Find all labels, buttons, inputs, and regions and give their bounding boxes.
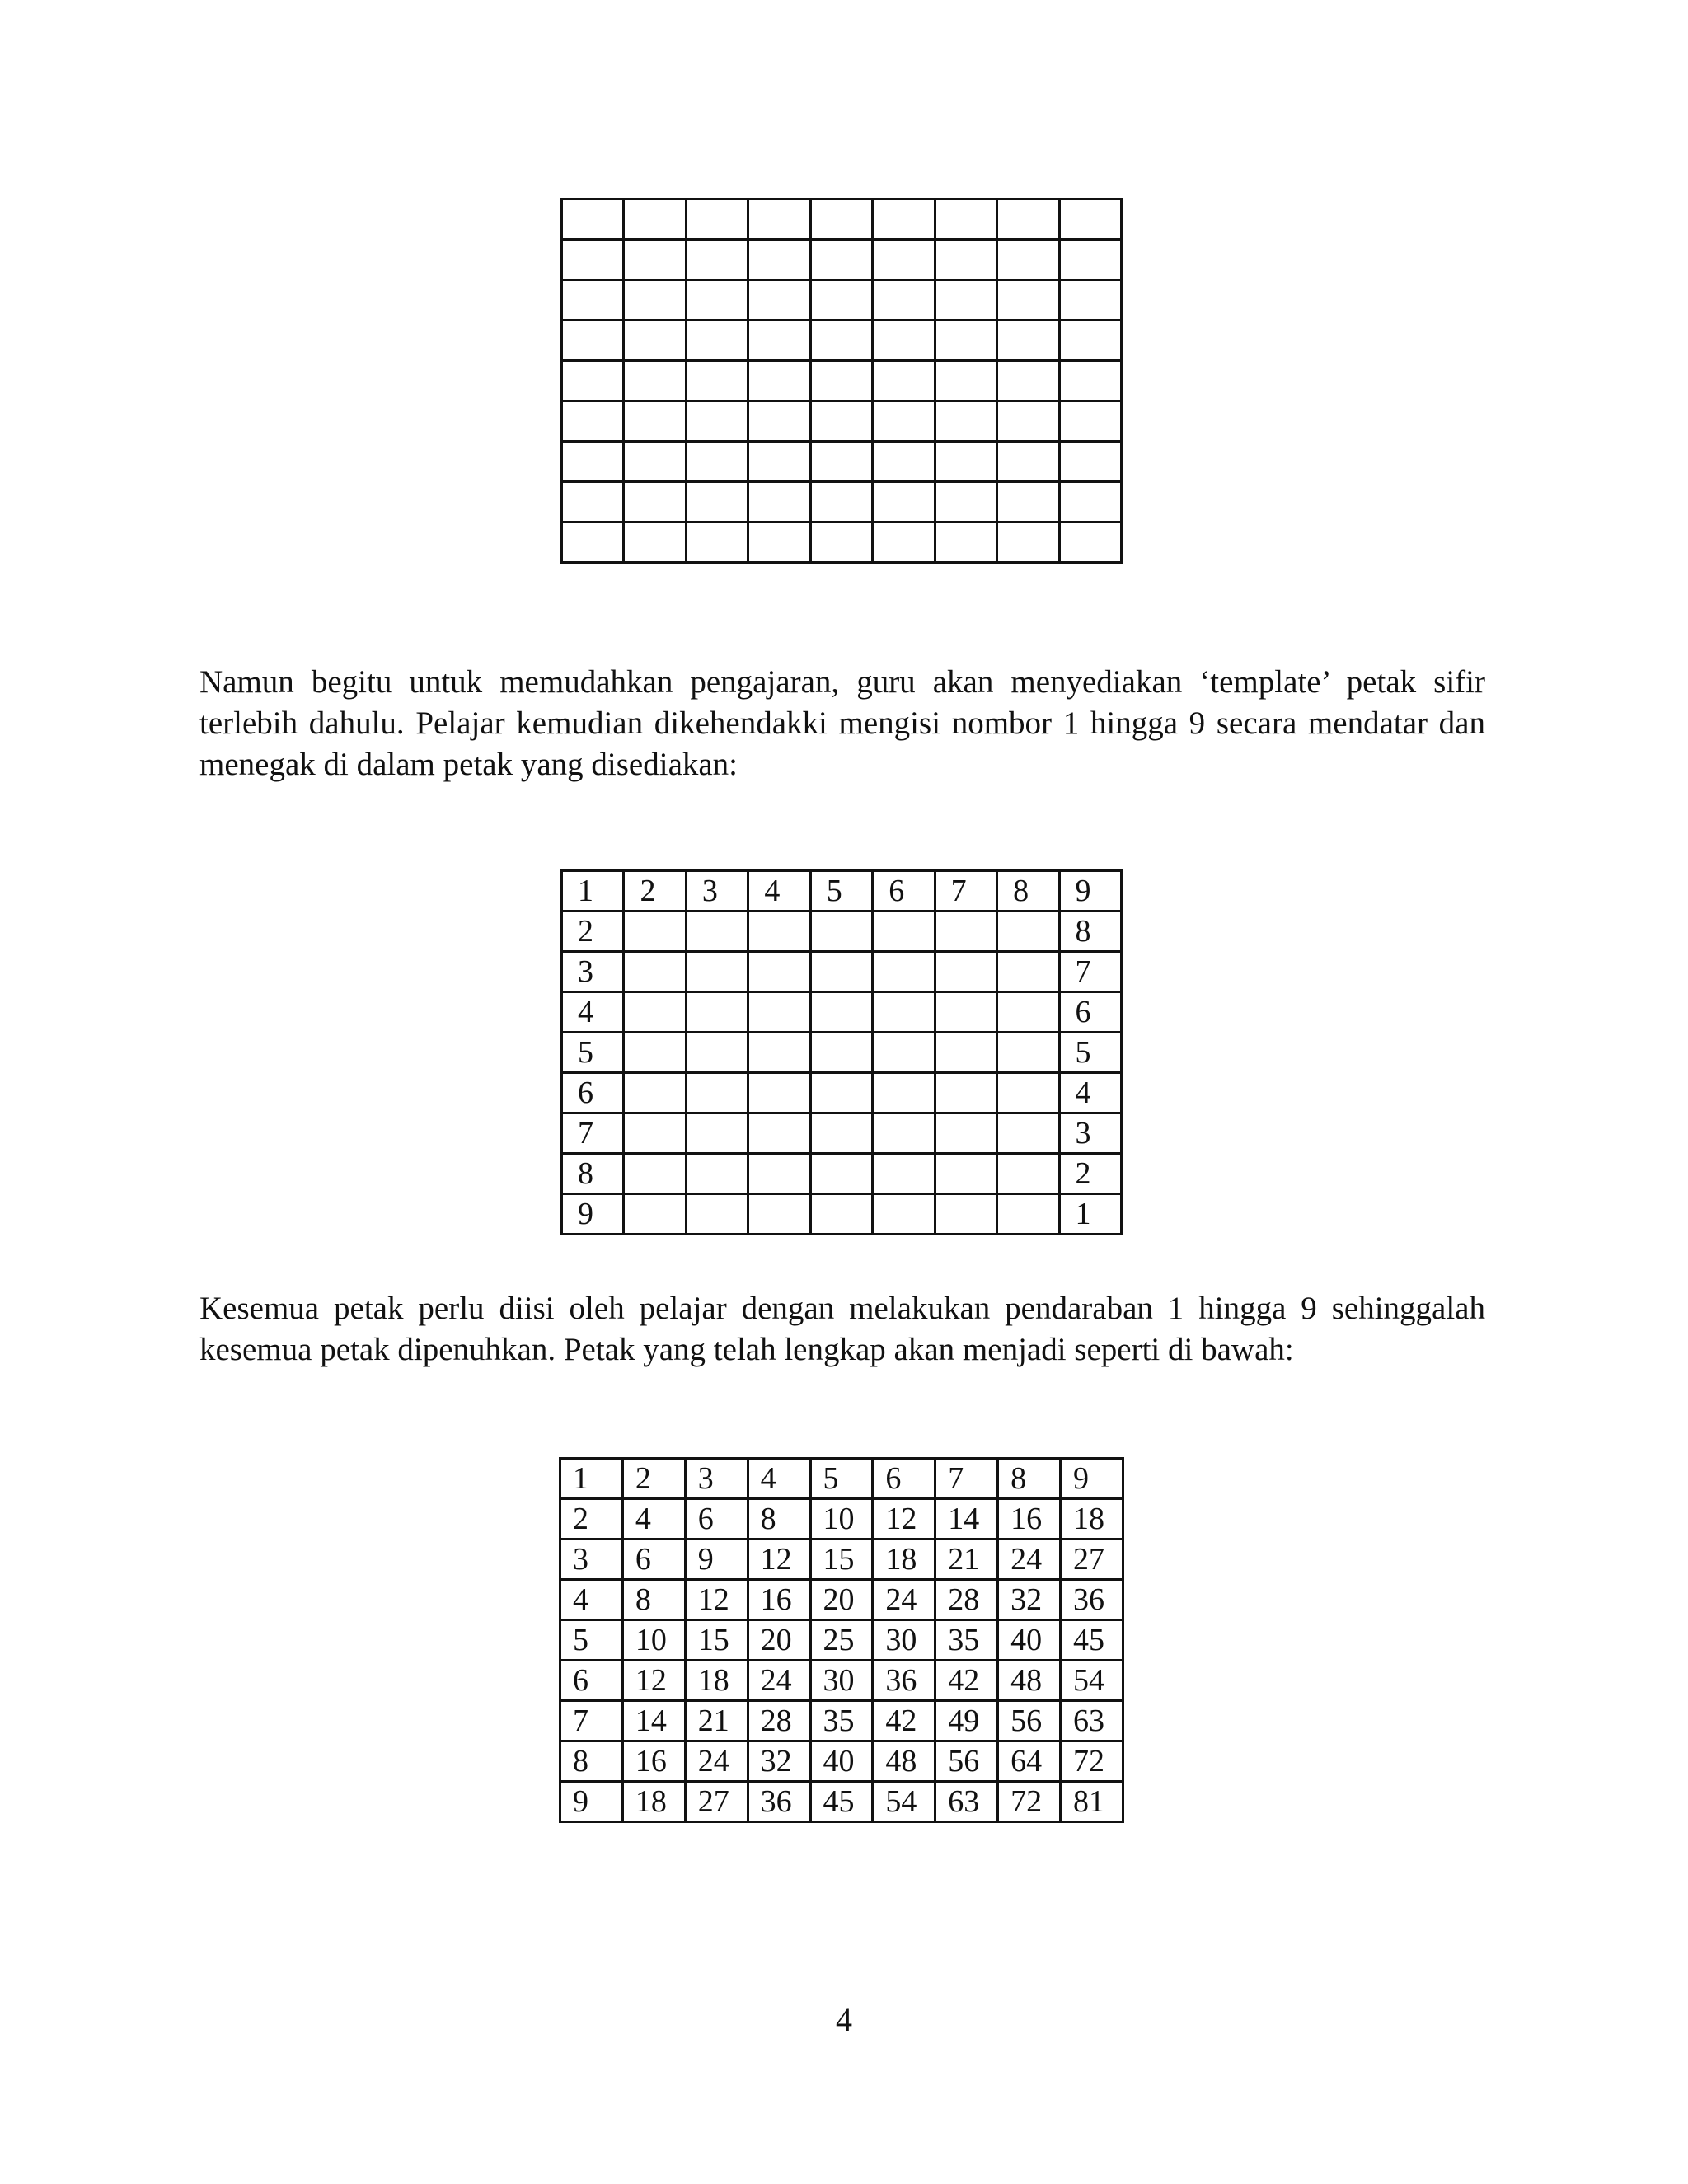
grid-cell — [935, 199, 996, 240]
grid-row — [560, 1661, 1123, 1701]
grid-cell — [935, 523, 996, 563]
grid-cell: 4 — [622, 1499, 685, 1540]
grid-cell — [1059, 401, 1122, 442]
grid-cell — [997, 1154, 1059, 1194]
grid-cell — [935, 1194, 996, 1235]
grid-cell — [624, 1033, 686, 1073]
grid-cell — [873, 442, 935, 482]
grid-cell: 27 — [685, 1782, 748, 1822]
grid-cell: 12 — [748, 1540, 810, 1580]
grid-cell — [748, 321, 810, 361]
grid-cell — [1059, 240, 1122, 280]
grid-row — [562, 280, 1122, 321]
paragraph-template-instructions: Namun begitu untuk memudahkan pengajaran, guru akan menyediakan ‘template’ petak sifir terlebih dahulu. Pelajar kemudian dikehendakki mengisi nombor 1 hingga 9 secara mendatar dan menegak di dalam petak yang disediakan: — [199, 664, 1485, 782]
grid-cell — [748, 1194, 810, 1235]
grid-cell — [686, 912, 748, 952]
grid-cell: 8 — [748, 1499, 810, 1540]
grid-cell — [935, 401, 996, 442]
grid-cell: 6 — [873, 1459, 935, 1499]
grid-cell — [873, 240, 935, 280]
grid-cell — [686, 199, 748, 240]
grid-cell — [1059, 199, 1122, 240]
grid-cell — [624, 1154, 686, 1194]
grid-cell: 16 — [748, 1580, 810, 1620]
grid-cell — [1059, 361, 1122, 401]
grid-cell — [810, 361, 872, 401]
grid-cell — [810, 992, 872, 1033]
grid-cell — [873, 361, 935, 401]
grid-cell — [624, 1194, 686, 1235]
grid-cell — [686, 523, 748, 563]
grid-cell — [810, 1073, 872, 1113]
grid-cell: 3 — [560, 1540, 623, 1580]
grid-cell — [686, 442, 748, 482]
grid-cell: 4 — [1059, 1073, 1122, 1113]
grid-cell: 6 — [562, 1073, 624, 1113]
grid-cell — [686, 240, 748, 280]
grid-cell — [873, 401, 935, 442]
grid-cell — [624, 240, 686, 280]
grid-cell: 4 — [748, 1459, 810, 1499]
grid-cell: 24 — [685, 1741, 748, 1782]
grid-cell: 21 — [685, 1701, 748, 1741]
grid-cell — [748, 401, 810, 442]
grid-cell — [1059, 523, 1122, 563]
grid-cell: 24 — [873, 1580, 935, 1620]
grid-cell — [624, 321, 686, 361]
grid-cell: 10 — [622, 1620, 685, 1661]
grid-row — [562, 1194, 1122, 1235]
grid-cell: 8 — [562, 1154, 624, 1194]
grid-cell: 6 — [622, 1540, 685, 1580]
grid-cell — [562, 442, 624, 482]
grid-cell: 4 — [562, 992, 624, 1033]
grid-cell: 81 — [1061, 1782, 1123, 1822]
grid-cell — [935, 482, 996, 523]
grid-cell — [810, 482, 872, 523]
grid-cell — [935, 912, 996, 952]
grid-cell — [873, 1033, 935, 1073]
grid-cell: 54 — [1061, 1661, 1123, 1701]
grid-row — [562, 1073, 1122, 1113]
grid-cell — [624, 912, 686, 952]
grid-cell: 54 — [873, 1782, 935, 1822]
grid-cell — [624, 952, 686, 992]
grid-cell: 16 — [622, 1741, 685, 1782]
grid-cell: 56 — [998, 1701, 1061, 1741]
grid-cell — [748, 1073, 810, 1113]
grid-cell: 9 — [685, 1540, 748, 1580]
grid-cell: 6 — [873, 871, 935, 912]
grid-cell: 9 — [562, 1194, 624, 1235]
grid-cell — [748, 992, 810, 1033]
grid-cell: 45 — [1061, 1620, 1123, 1661]
grid-cell — [748, 1033, 810, 1073]
grid-cell — [562, 361, 624, 401]
grid-cell: 48 — [873, 1741, 935, 1782]
grid-cell — [997, 442, 1059, 482]
grid-row — [560, 1580, 1123, 1620]
grid-cell: 45 — [810, 1782, 873, 1822]
grid-cell — [935, 361, 996, 401]
grid-cell — [686, 482, 748, 523]
grid-cell — [748, 1113, 810, 1154]
grid-cell: 20 — [810, 1580, 873, 1620]
grid-cell — [748, 280, 810, 321]
grid-cell: 5 — [562, 1033, 624, 1073]
grid-cell — [562, 482, 624, 523]
grid-row — [562, 912, 1122, 952]
grid-cell: 35 — [810, 1701, 873, 1741]
grid-cell — [748, 523, 810, 563]
grid-cell: 25 — [810, 1620, 873, 1661]
grid-cell — [997, 1073, 1059, 1113]
grid-row — [560, 1701, 1123, 1741]
grid-cell — [686, 361, 748, 401]
grid-cell: 1 — [1059, 1194, 1122, 1235]
grid-cell — [562, 240, 624, 280]
grid-cell — [624, 1113, 686, 1154]
grid-cell — [686, 1194, 748, 1235]
grid-cell — [997, 523, 1059, 563]
grid-cell — [624, 1073, 686, 1113]
grid-cell: 4 — [748, 871, 810, 912]
grid-cell: 7 — [562, 1113, 624, 1154]
grid-cell: 36 — [873, 1661, 935, 1701]
grid-row — [562, 361, 1122, 401]
grid-cell — [810, 442, 872, 482]
grid-cell: 12 — [873, 1499, 935, 1540]
grid-cell — [997, 1033, 1059, 1073]
grid-cell: 18 — [622, 1782, 685, 1822]
grid-cell — [562, 401, 624, 442]
grid-cell: 63 — [1061, 1701, 1123, 1741]
grid-cell — [810, 321, 872, 361]
grid-row — [562, 199, 1122, 240]
grid-cell — [997, 240, 1059, 280]
grid-cell — [810, 401, 872, 442]
grid-cell — [873, 321, 935, 361]
grid-cell: 27 — [1061, 1540, 1123, 1580]
grid-cell — [997, 401, 1059, 442]
grid-cell — [748, 442, 810, 482]
grid-row — [562, 442, 1122, 482]
grid-row — [562, 321, 1122, 361]
grid-cell: 2 — [624, 871, 686, 912]
grid-cell: 3 — [562, 952, 624, 992]
grid-cell — [562, 199, 624, 240]
grid-cell — [873, 523, 935, 563]
grid-row — [562, 240, 1122, 280]
grid-cell: 28 — [935, 1580, 998, 1620]
grid-cell: 28 — [748, 1701, 810, 1741]
grid-cell — [748, 482, 810, 523]
grid-cell: 40 — [998, 1620, 1061, 1661]
grid-cell: 1 — [560, 1459, 623, 1499]
grid-cell: 42 — [935, 1661, 998, 1701]
grid-cell: 9 — [560, 1782, 623, 1822]
grid-cell: 3 — [686, 871, 748, 912]
grid-cell — [873, 992, 935, 1033]
grid-cell — [935, 442, 996, 482]
grid-cell — [562, 321, 624, 361]
grid-cell: 7 — [1059, 952, 1122, 992]
grid-cell: 48 — [998, 1661, 1061, 1701]
grid-cell: 24 — [998, 1540, 1061, 1580]
grid-cell: 9 — [1061, 1459, 1123, 1499]
grid-cell — [748, 199, 810, 240]
grid-cell: 2 — [562, 912, 624, 952]
grid-row — [560, 1459, 1123, 1499]
grid-cell — [562, 523, 624, 563]
grid-cell — [624, 523, 686, 563]
grid-cell — [624, 361, 686, 401]
grid-cell — [624, 199, 686, 240]
grid-row — [562, 1033, 1122, 1073]
grid-cell — [997, 361, 1059, 401]
grid-cell — [624, 992, 686, 1033]
grid-cell — [686, 280, 748, 321]
grid-cell — [935, 952, 996, 992]
grid-cell — [873, 912, 935, 952]
grid-cell: 8 — [1059, 912, 1122, 952]
grid-cell — [997, 1194, 1059, 1235]
grid-cell — [997, 199, 1059, 240]
grid-cell — [873, 482, 935, 523]
grid-cell: 8 — [998, 1459, 1061, 1499]
grid-cell: 6 — [1059, 992, 1122, 1033]
grid-cell — [624, 482, 686, 523]
grid-cell: 16 — [998, 1499, 1061, 1540]
grid-cell — [997, 1113, 1059, 1154]
frame-multiplication-grid — [560, 869, 1123, 1235]
grid-cell — [810, 1194, 872, 1235]
grid-cell: 2 — [1059, 1154, 1122, 1194]
grid-cell: 2 — [560, 1499, 623, 1540]
grid-cell: 15 — [810, 1540, 873, 1580]
grid-cell: 2 — [622, 1459, 685, 1499]
grid-row — [560, 1741, 1123, 1782]
grid-cell: 6 — [560, 1661, 623, 1701]
grid-cell — [873, 199, 935, 240]
grid-cell — [1059, 321, 1122, 361]
grid-cell — [810, 912, 872, 952]
grid-cell — [873, 1073, 935, 1113]
grid-row — [562, 952, 1122, 992]
grid-cell — [1059, 482, 1122, 523]
grid-cell: 5 — [560, 1620, 623, 1661]
grid-cell — [997, 321, 1059, 361]
grid-cell: 36 — [1061, 1580, 1123, 1620]
grid-row — [562, 992, 1122, 1033]
grid-cell — [686, 992, 748, 1033]
grid-cell — [873, 1194, 935, 1235]
grid-cell — [997, 912, 1059, 952]
grid-cell: 9 — [1059, 871, 1122, 912]
grid-cell — [997, 280, 1059, 321]
grid-cell: 7 — [935, 1459, 998, 1499]
grid-cell: 14 — [935, 1499, 998, 1540]
grid-cell: 40 — [810, 1741, 873, 1782]
grid-cell: 24 — [748, 1661, 810, 1701]
grid-cell — [935, 280, 996, 321]
grid-cell — [873, 952, 935, 992]
grid-cell: 36 — [748, 1782, 810, 1822]
grid-cell — [935, 1154, 996, 1194]
grid-cell — [686, 321, 748, 361]
grid-cell — [935, 321, 996, 361]
grid-cell — [810, 1113, 872, 1154]
grid-cell — [686, 1033, 748, 1073]
grid-cell — [935, 1073, 996, 1113]
grid-cell — [810, 952, 872, 992]
grid-row — [562, 523, 1122, 563]
blank-multiplication-grid — [560, 198, 1123, 564]
grid-cell — [810, 1033, 872, 1073]
grid-cell — [873, 1154, 935, 1194]
completed-multiplication-grid — [559, 1457, 1124, 1823]
grid-cell: 8 — [560, 1741, 623, 1782]
grid-cell — [873, 1113, 935, 1154]
grid-cell — [686, 952, 748, 992]
grid-cell: 5 — [1059, 1033, 1122, 1073]
grid-cell — [810, 523, 872, 563]
paragraph-fill-instructions: Kesemua petak perlu diisi oleh pelajar dengan melakukan pendaraban 1 hingga 9 sehinggalah kesemua petak dipenuhkan. Petak yang telah lengkap akan menjadi seperti di bawah: — [199, 1291, 1485, 1367]
grid-cell — [810, 280, 872, 321]
grid-cell: 21 — [935, 1540, 998, 1580]
grid-cell — [997, 482, 1059, 523]
grid-cell: 35 — [935, 1620, 998, 1661]
grid-cell: 7 — [935, 871, 996, 912]
grid-row — [560, 1499, 1123, 1540]
grid-cell: 63 — [935, 1782, 998, 1822]
grid-cell: 20 — [748, 1620, 810, 1661]
grid-cell — [935, 1033, 996, 1073]
grid-cell — [748, 361, 810, 401]
grid-cell — [686, 1113, 748, 1154]
grid-cell — [624, 442, 686, 482]
grid-cell: 1 — [562, 871, 624, 912]
grid-cell — [810, 199, 872, 240]
grid-cell — [810, 1154, 872, 1194]
grid-cell — [686, 1073, 748, 1113]
grid-cell: 18 — [685, 1661, 748, 1701]
grid-cell: 5 — [810, 1459, 873, 1499]
grid-cell — [997, 952, 1059, 992]
grid-row — [560, 1620, 1123, 1661]
grid-cell: 72 — [998, 1782, 1061, 1822]
grid-cell: 72 — [1061, 1741, 1123, 1782]
grid-cell: 8 — [997, 871, 1059, 912]
grid-cell: 5 — [810, 871, 872, 912]
grid-row — [562, 1154, 1122, 1194]
grid-cell — [997, 992, 1059, 1033]
grid-cell — [810, 240, 872, 280]
grid-cell — [748, 1154, 810, 1194]
grid-cell — [935, 992, 996, 1033]
grid-row — [560, 1782, 1123, 1822]
page-number: 4 — [836, 2001, 852, 2038]
grid-cell — [935, 240, 996, 280]
grid-cell: 7 — [560, 1701, 623, 1741]
grid-cell: 14 — [622, 1701, 685, 1741]
grid-cell: 42 — [873, 1701, 935, 1741]
grid-cell — [624, 401, 686, 442]
grid-cell — [1059, 442, 1122, 482]
grid-cell: 12 — [685, 1580, 748, 1620]
grid-cell: 8 — [622, 1580, 685, 1620]
grid-cell: 56 — [935, 1741, 998, 1782]
grid-cell: 4 — [560, 1580, 623, 1620]
grid-cell: 49 — [935, 1701, 998, 1741]
grid-cell: 30 — [810, 1661, 873, 1701]
grid-cell — [748, 952, 810, 992]
grid-row — [562, 871, 1122, 912]
grid-cell — [562, 280, 624, 321]
grid-cell: 15 — [685, 1620, 748, 1661]
grid-cell — [873, 280, 935, 321]
grid-cell — [935, 1113, 996, 1154]
grid-cell: 18 — [1061, 1499, 1123, 1540]
grid-cell — [748, 912, 810, 952]
grid-row — [562, 482, 1122, 523]
grid-cell — [1059, 280, 1122, 321]
grid-cell: 3 — [1059, 1113, 1122, 1154]
grid-cell: 3 — [685, 1459, 748, 1499]
grid-row — [562, 401, 1122, 442]
grid-cell: 6 — [685, 1499, 748, 1540]
grid-cell: 10 — [810, 1499, 873, 1540]
grid-cell — [748, 240, 810, 280]
grid-cell — [686, 1154, 748, 1194]
grid-cell — [686, 401, 748, 442]
grid-row — [562, 1113, 1122, 1154]
grid-row — [560, 1540, 1123, 1580]
grid-cell: 32 — [748, 1741, 810, 1782]
grid-cell: 12 — [622, 1661, 685, 1701]
grid-cell: 18 — [873, 1540, 935, 1580]
grid-cell: 30 — [873, 1620, 935, 1661]
grid-cell: 32 — [998, 1580, 1061, 1620]
grid-cell — [624, 280, 686, 321]
grid-cell: 64 — [998, 1741, 1061, 1782]
